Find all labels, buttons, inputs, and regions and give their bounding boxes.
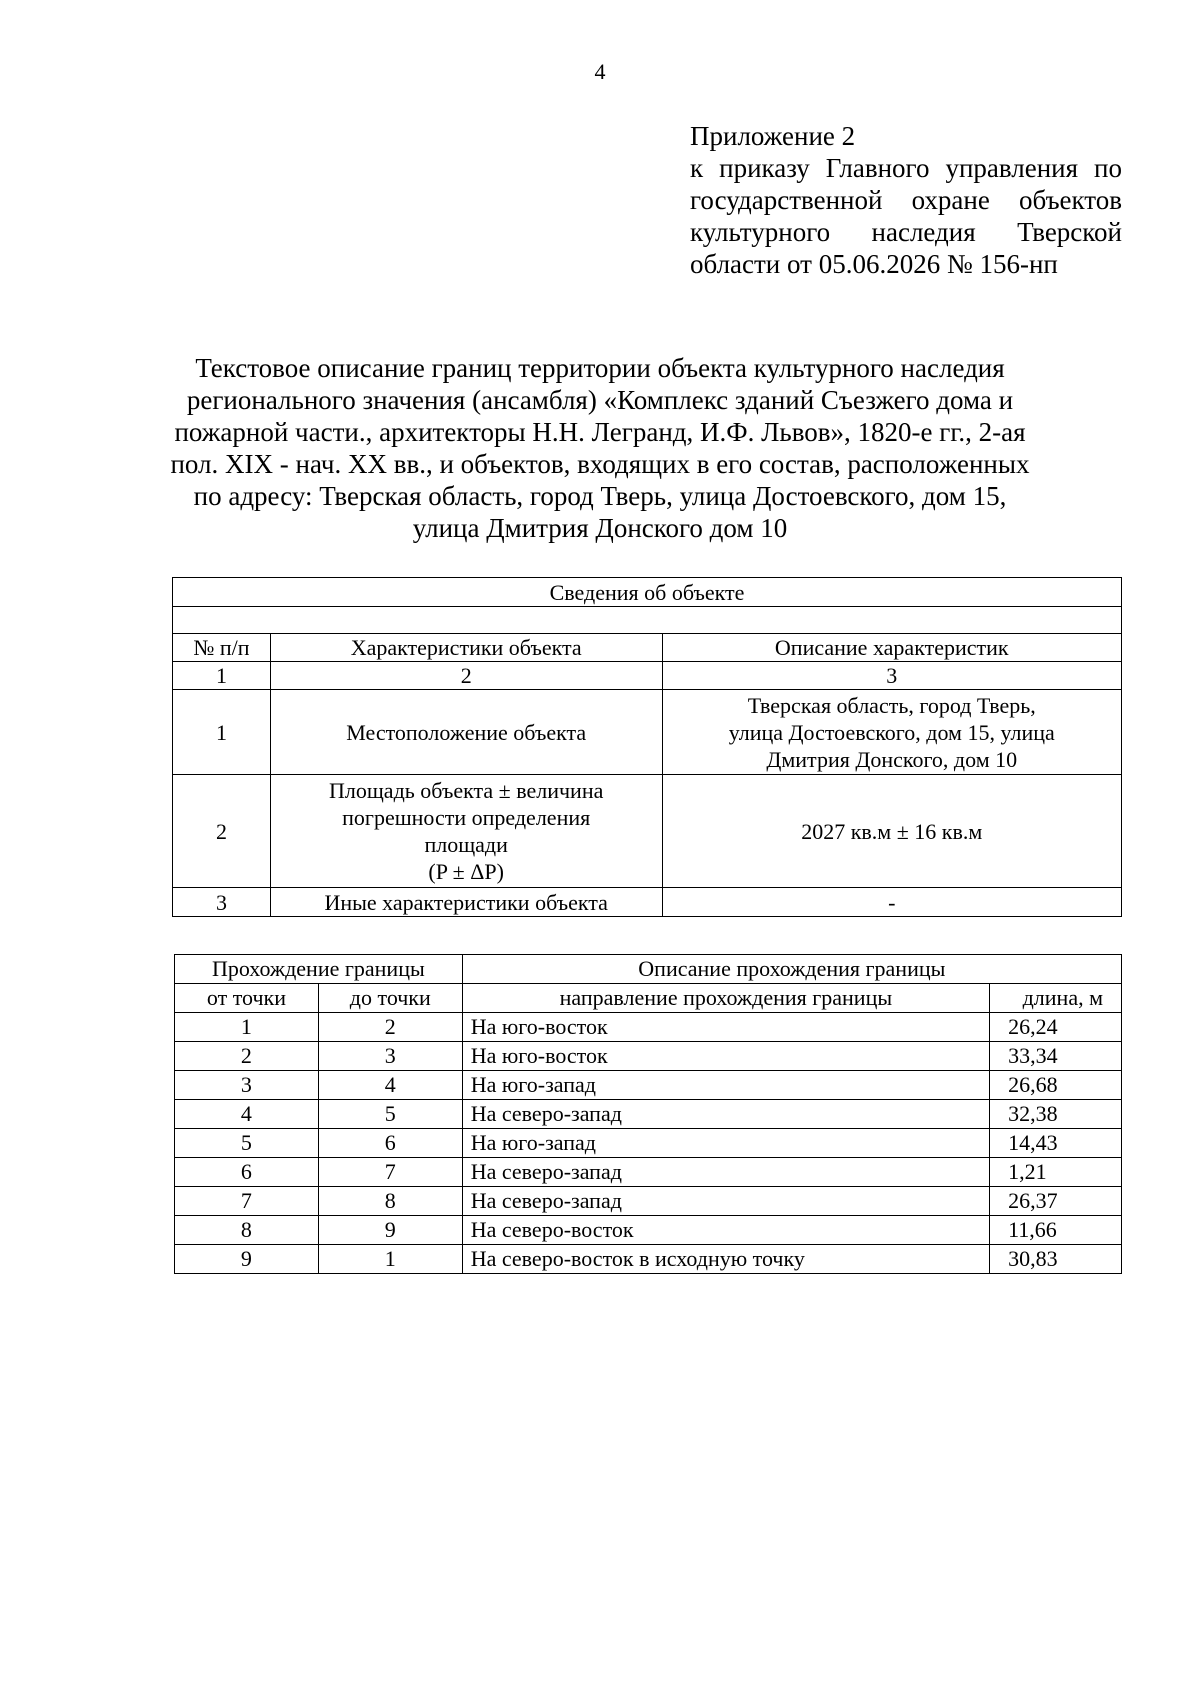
title-line: регионального значения (ансамбля) «Комплекс зданий Съезжего дома и <box>186 385 1014 415</box>
document-title <box>150 352 1050 544</box>
length-cell: 26,24 <box>990 1013 1122 1042</box>
object-table-caption: Сведения об объекте <box>173 578 1122 607</box>
from-point-cell: 4 <box>175 1100 319 1129</box>
direction-cell: На юго-запад <box>462 1129 989 1158</box>
title-line: по адресу: Тверская область, город Тверь, улица Достоевского, дом 15, <box>193 481 1007 511</box>
table-row <box>175 1158 1122 1187</box>
to-point-cell: 7 <box>318 1158 462 1187</box>
table-row <box>175 1245 1122 1274</box>
table-row <box>173 888 1122 917</box>
length-cell: 1,21 <box>990 1158 1122 1187</box>
table-row <box>175 1100 1122 1129</box>
from-point-cell: 3 <box>175 1071 319 1100</box>
header-cell: № п/п <box>173 634 271 662</box>
table-row <box>175 1071 1122 1100</box>
to-point-cell: 4 <box>318 1071 462 1100</box>
desc-line: Тверская область, город Тверь, <box>747 692 1036 718</box>
table-row <box>173 775 1122 888</box>
direction-cell: На северо-запад <box>462 1100 989 1129</box>
from-point-cell: 5 <box>175 1129 319 1158</box>
characteristic-name: Иные характеристики объекта <box>270 888 662 917</box>
from-point-cell: 8 <box>175 1216 319 1245</box>
appendix-title: Приложение 2 <box>690 121 856 151</box>
from-point-cell: 9 <box>175 1245 319 1274</box>
group-header-description: Описание прохождения границы <box>462 955 1121 984</box>
title-line: пожарной части., архитекторы Н.Н. Легранд, И.Ф. Львов», 1820-е гг., 2-ая <box>174 417 1026 447</box>
group-header-passage: Прохождение границы <box>175 955 463 984</box>
to-point-cell: 1 <box>318 1245 462 1274</box>
column-number: 3 <box>662 662 1122 690</box>
characteristic-description <box>662 690 1122 775</box>
column-number: 2 <box>270 662 662 690</box>
from-point-cell: 2 <box>175 1042 319 1071</box>
characteristic-description: 2027 кв.м ± 16 кв.м <box>662 775 1122 888</box>
appendix-header <box>690 120 1122 280</box>
direction-cell: На северо-восток <box>462 1216 989 1245</box>
length-cell: 32,38 <box>990 1100 1122 1129</box>
direction-cell: На юго-восток <box>462 1013 989 1042</box>
object-info-table <box>172 577 1122 917</box>
name-line: Площадь объекта ± величина <box>329 778 604 803</box>
direction-cell: На юго-восток <box>462 1042 989 1071</box>
header-cell: направление прохождения границы <box>462 984 989 1013</box>
page-number: 4 <box>594 59 606 84</box>
to-point-cell: 6 <box>318 1129 462 1158</box>
table-row <box>173 690 1122 775</box>
table-row <box>175 1042 1122 1071</box>
to-point-cell: 2 <box>318 1013 462 1042</box>
direction-cell: На юго-запад <box>462 1071 989 1100</box>
to-point-cell: 9 <box>318 1216 462 1245</box>
length-cell: 11,66 <box>990 1216 1122 1245</box>
column-number: 1 <box>173 662 271 690</box>
length-cell: 26,37 <box>990 1187 1122 1216</box>
header-cell: длина, м <box>990 984 1122 1013</box>
from-point-cell: 6 <box>175 1158 319 1187</box>
table-row <box>175 1129 1122 1158</box>
name-line: площади <box>424 832 508 857</box>
direction-cell: На северо-восток в исходную точку <box>462 1245 989 1274</box>
to-point-cell: 8 <box>318 1187 462 1216</box>
characteristic-name <box>270 775 662 888</box>
appendix-reference: к приказу Главного управления по государственной охране объектов культурного наследия Тверской области от 05.06.2026 № 156-нп <box>690 153 1122 279</box>
characteristic-description: - <box>662 888 1122 917</box>
to-point-cell: 3 <box>318 1042 462 1071</box>
characteristic-name: Местоположение объекта <box>270 690 662 775</box>
row-number: 1 <box>173 690 271 775</box>
to-point-cell: 5 <box>318 1100 462 1129</box>
from-point-cell: 7 <box>175 1187 319 1216</box>
length-cell: 26,68 <box>990 1071 1122 1100</box>
empty-row <box>173 607 1122 634</box>
desc-line: Дмитрия Донского, дом 10 <box>766 746 1018 772</box>
header-cell: Характеристики объекта <box>270 634 662 662</box>
length-cell: 30,83 <box>990 1245 1122 1274</box>
boundary-table <box>174 954 1122 1274</box>
title-line: Текстовое описание границ территории объекта культурного наследия <box>195 353 1005 383</box>
length-cell: 14,43 <box>990 1129 1122 1158</box>
name-line: (P ± ΔP) <box>428 859 504 884</box>
header-cell: от точки <box>175 984 319 1013</box>
direction-cell: На северо-запад <box>462 1158 989 1187</box>
row-number: 3 <box>173 888 271 917</box>
from-point-cell: 1 <box>175 1013 319 1042</box>
length-cell: 33,34 <box>990 1042 1122 1071</box>
table-row <box>175 1216 1122 1245</box>
table-row <box>175 1187 1122 1216</box>
row-number: 2 <box>173 775 271 888</box>
table-row <box>175 1013 1122 1042</box>
direction-cell: На северо-запад <box>462 1187 989 1216</box>
header-cell: Описание характеристик <box>662 634 1122 662</box>
title-line: пол. XIX - нач. XX вв., и объектов, входящих в его состав, расположенных <box>170 449 1030 479</box>
desc-line: улица Достоевского, дом 15, улица <box>728 719 1055 745</box>
title-line: улица Дмитрия Донского дом 10 <box>412 513 788 543</box>
name-line: погрешности определения <box>342 805 591 830</box>
header-cell: до точки <box>318 984 462 1013</box>
